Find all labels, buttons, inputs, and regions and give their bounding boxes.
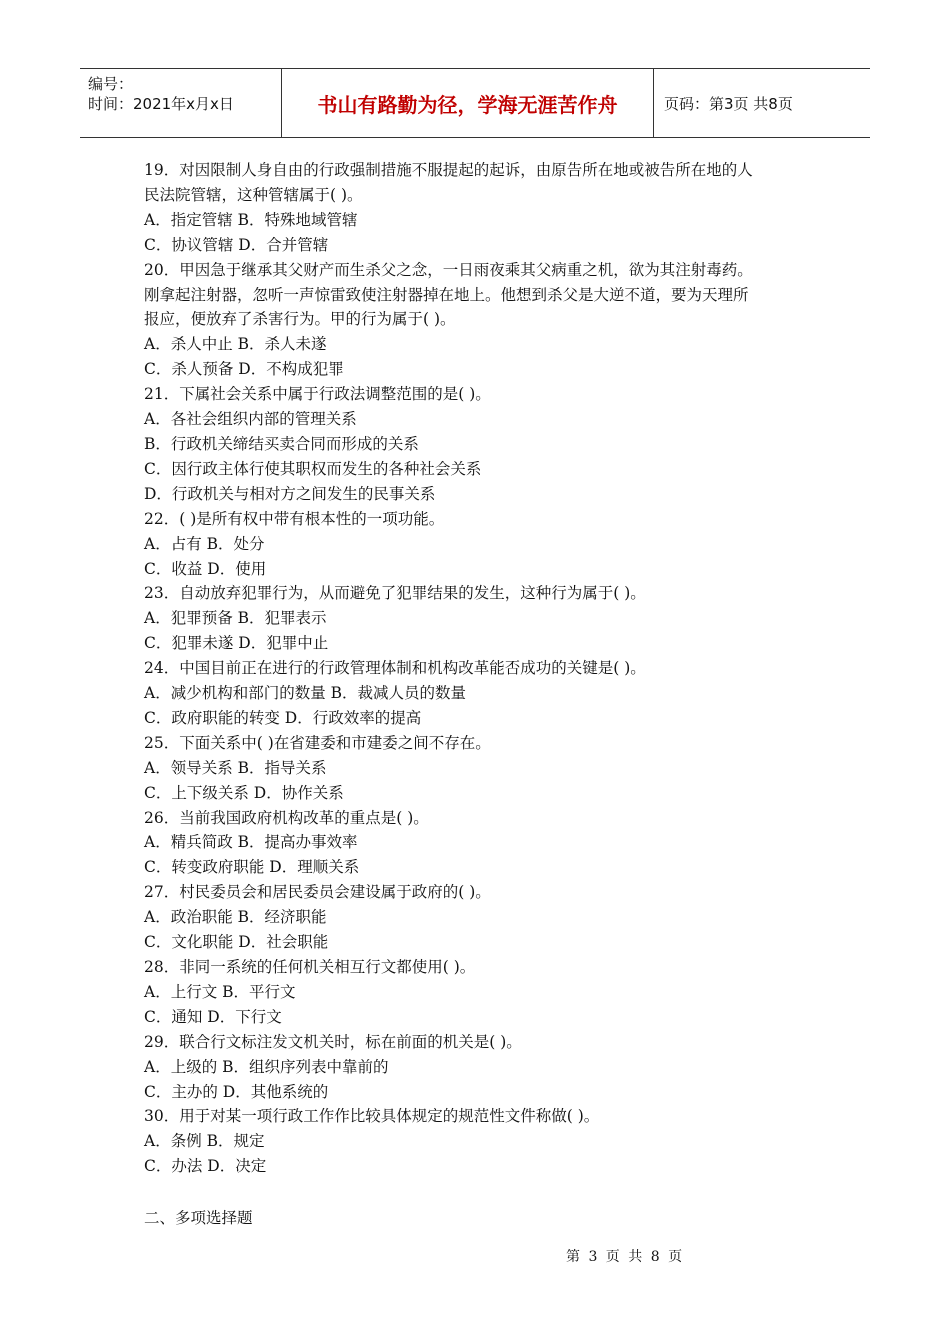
text-line: A．精兵简政 B．提高办事效率 [144, 833, 358, 852]
text-line: 19．对因限制人身自由的行政强制措施不服提起的起诉，由原告所在地或被告所在地的人 [144, 161, 753, 179]
text-line: C．转变政府职能 D．理顺关系 [144, 858, 360, 877]
text-line: A．上级的 B．组织序列表中靠前的 [144, 1057, 389, 1076]
text-line: 28．非同一系统的任何机关相互行文都使用( )。 [144, 958, 476, 976]
page-header [80, 68, 870, 138]
text-line: A．占有 B．处分 [144, 534, 265, 553]
text-line: C．通知 D．下行文 [144, 1007, 282, 1026]
text-line: C．主办的 D．其他系统的 [144, 1082, 329, 1101]
text-line: 29．联合行文标注发文机关时，标在前面的机关是( )。 [144, 1032, 522, 1051]
page-footer: 第 3 页 共 8 页 [566, 1249, 683, 1265]
header-page-label: 页码：第3页 共8页 [664, 94, 793, 113]
question-list [144, 158, 814, 1179]
text-line: A．条例 B．规定 [144, 1132, 265, 1151]
text-line: C．上下级关系 D．协作关系 [144, 783, 344, 802]
section-title: 二、多项选择题 [144, 1209, 253, 1227]
text-line: 刚拿起注射器，忽听一声惊雷致使注射器掉在地上。他想到杀父是大逆不道，要为天理所 [144, 285, 749, 304]
text-line: 26．当前我国政府机构改革的重点是( )。 [144, 808, 429, 827]
date-label: 时间：2021年x月x日 [88, 95, 234, 113]
text-line: 报应，便放弃了杀害行为。甲的行为属于( )。 [144, 310, 456, 329]
text-line: A．政治职能 B．经济职能 [144, 908, 327, 927]
text-line: C．因行政主体行使其职权而发生的各种社会关系 [144, 459, 482, 478]
text-line: 22．( )是所有权中带有根本性的一项功能。 [144, 509, 445, 528]
text-line: C．犯罪未遂 D．犯罪中止 [144, 634, 329, 653]
text-line: A．减少机构和部门的数量 B．裁减人员的数量 [144, 684, 467, 703]
text-line: C．协议管辖 D．合并管辖 [144, 235, 329, 254]
text-line: 21．下属社会关系中属于行政法调整范围的是( )。 [144, 385, 491, 404]
text-line: C．政府职能的转变 D．行政效率的提高 [144, 708, 422, 727]
header-motto: 书山有路勤为径，学海无涯苦作舟 [282, 69, 654, 137]
number-label: 编号： [88, 75, 134, 93]
text-line: A．指定管辖 B．特殊地域管辖 [144, 210, 358, 229]
text-line: C．杀人预备 D．不构成犯罪 [144, 360, 344, 379]
text-line: D．行政机关与相对方之间发生的民事关系 [144, 484, 436, 503]
text-line: 27．村民委员会和居民委员会建设属于政府的( )。 [144, 883, 491, 902]
text-line: 24．中国目前正在进行的行政管理体制和机构改革能否成功的关键是( )。 [144, 659, 646, 678]
text-line: A．领导关系 B．指导关系 [144, 758, 327, 777]
text-line: A．杀人中止 B．杀人未遂 [144, 335, 327, 354]
text-line: 民法院管辖，这种管辖属于( )。 [144, 185, 363, 204]
text-line: A．上行文 B．平行文 [144, 982, 296, 1001]
text-line: 30．用于对某一项行政工作作比较具体规定的规范性文件称做( )。 [144, 1107, 600, 1126]
text-line: C．文化职能 D．社会职能 [144, 933, 329, 952]
text-line: 25．下面关系中( )在省建委和市建委之间不存在。 [144, 733, 491, 752]
text-line: C．办法 D．决定 [144, 1157, 267, 1176]
text-line: 20．甲因急于继承其父财产而生杀父之念，一日雨夜乘其父病重之机，欲为其注射毒药。 [144, 260, 753, 279]
header-meta [80, 69, 282, 137]
text-line: C．收益 D．使用 [144, 559, 267, 578]
text-line: A．犯罪预备 B．犯罪表示 [144, 609, 327, 628]
text-line: A．各社会组织内部的管理关系 [144, 410, 357, 429]
text-line: B．行政机关缔结买卖合同而形成的关系 [144, 434, 419, 453]
text-line: 23．自动放弃犯罪行为，从而避免了犯罪结果的发生，这种行为属于( )。 [144, 584, 646, 603]
